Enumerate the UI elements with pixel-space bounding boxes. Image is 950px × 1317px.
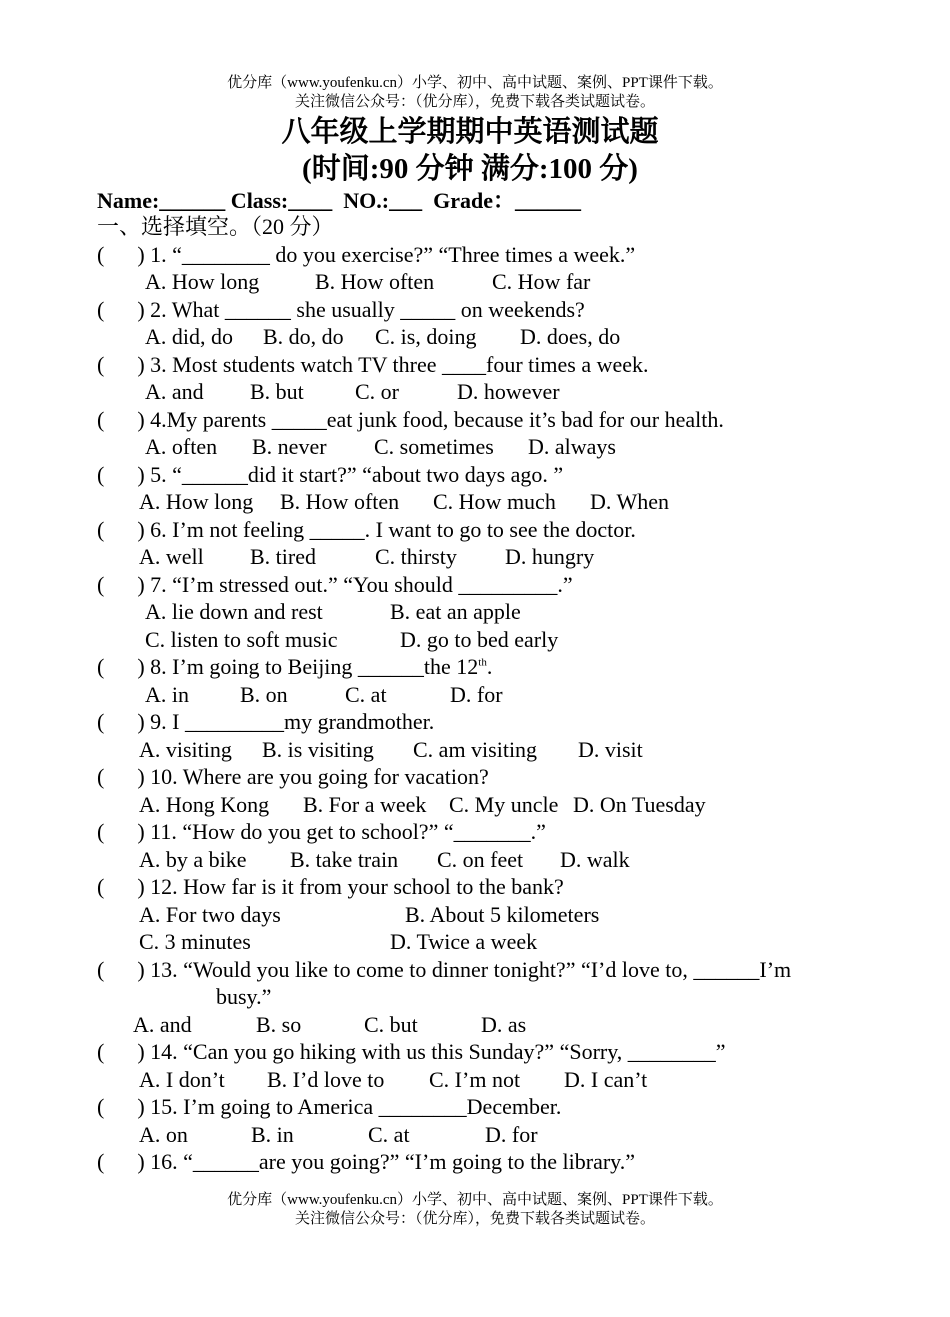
- footer-line-2: 关注微信公众号：（优分库），免费下载各类试题试卷。: [294, 1211, 655, 1227]
- option-d: D. hungry: [505, 544, 595, 569]
- option-c: C. My uncle: [449, 791, 559, 817]
- question-12-options: [97, 901, 867, 929]
- question-stem-continuation: busy.”: [216, 984, 272, 1009]
- question-16-stem: [97, 1148, 867, 1176]
- question-14-options: [97, 1066, 867, 1094]
- option-b: B. so: [256, 1011, 302, 1037]
- question-stem-text: ( ) 2. What ______ she usually _____ on weekends?: [97, 296, 585, 322]
- question-10-options: [97, 791, 867, 819]
- option-d: D. does, do: [520, 324, 621, 349]
- question-12-stem: [97, 873, 867, 901]
- option-a: A. and: [133, 1011, 192, 1037]
- page-header: [0, 74, 950, 112]
- option-a: A. on: [139, 1121, 188, 1147]
- option-a: A. by a bike: [139, 846, 247, 872]
- option-c: C. 3 minutes: [139, 929, 251, 954]
- question-3-options: [97, 378, 867, 406]
- option-d: D. always: [528, 434, 616, 459]
- option-d: D. go to bed early: [400, 626, 559, 652]
- question-stem-text: ( ) 1. “________ do you exercise?” “Three times a week.”: [97, 241, 636, 267]
- question-2-stem: [97, 296, 867, 324]
- question-stem-text: ( ) 16. “______are you going?” “I’m going to the library.”: [97, 1149, 636, 1174]
- question-1-stem: [97, 241, 867, 269]
- option-b: B. About 5 kilometers: [405, 901, 600, 927]
- option-a: A. Hong Kong: [139, 791, 270, 817]
- question-stem-text: ( ) 11. “How do you get to school?” “_______.”: [97, 819, 546, 844]
- question-stem-text: ( ) 13. “Would you like to come to dinner tonight?” “I’d love to, ______I’m: [97, 956, 792, 982]
- question-8-options: [97, 681, 867, 709]
- header-line-1: 优分库（www.youfenku.cn）小学、初中、高中试题、案例、PPT课件下载。: [227, 75, 723, 91]
- option-c: C. at: [368, 1121, 410, 1147]
- option-b: B. on: [240, 681, 288, 707]
- question-14-stem: [97, 1038, 867, 1066]
- option-b: B. but: [250, 379, 304, 404]
- question-stem-text: ( ) 6. I’m not feeling _____. I want to go to see the doctor.: [97, 516, 636, 542]
- question-15-stem: [97, 1093, 867, 1121]
- option-d: D. When: [590, 489, 670, 514]
- question-12-options: [97, 928, 867, 956]
- question-list: [97, 213, 867, 1176]
- question-stem-text: ( ) 4.My parents _____eat junk food, because it’s bad for our health.: [97, 406, 724, 432]
- exam-subtitle: (时间:90 分钟 满分:100 分): [302, 153, 638, 185]
- option-c: C. is, doing: [375, 324, 477, 349]
- question-5-stem: [97, 461, 867, 489]
- question-8-stem: [97, 653, 867, 681]
- option-a: A. well: [139, 544, 204, 569]
- option-b: B. eat an apple: [390, 599, 521, 624]
- header-line-2: 关注微信公众号：（优分库），免费下载各类试题试卷。: [294, 94, 655, 110]
- question-stem-text: ( ) 3. Most students watch TV three ____four times a week.: [97, 351, 649, 377]
- option-a: A. lie down and rest: [145, 599, 323, 624]
- option-c: C. thirsty: [375, 544, 457, 569]
- question-stem-text: ( ) 8. I’m going to Beijing ______the 12th.: [97, 654, 493, 679]
- question-7-options: [97, 598, 867, 626]
- option-d: D. as: [481, 1011, 527, 1037]
- option-b: B. is visiting: [262, 736, 374, 762]
- option-b: B. never: [252, 434, 327, 459]
- option-c: C. sometimes: [374, 434, 494, 459]
- question-stem-text: ( ) 5. “______did it start?” “about two days ago. ”: [97, 461, 564, 487]
- option-d: D. visit: [578, 736, 643, 762]
- option-a: A. often: [145, 434, 218, 459]
- option-b: B. tired: [250, 544, 316, 569]
- question-6-stem: [97, 516, 867, 544]
- option-b: B. in: [251, 1121, 294, 1147]
- question-11-stem: [97, 818, 867, 846]
- question-9-stem: [97, 708, 867, 736]
- exam-title: 八年级上学期期中英语测试题: [281, 116, 659, 148]
- option-a: A. did, do: [145, 324, 233, 349]
- option-b: B. How often: [280, 489, 400, 514]
- option-c: C. listen to soft music: [145, 626, 338, 652]
- page-footer: [0, 1191, 950, 1229]
- option-b: B. For a week: [303, 791, 427, 817]
- option-b: B. I’d love to: [267, 1066, 385, 1092]
- question-13-stem-cont: [97, 983, 867, 1011]
- question-4-options: [97, 433, 867, 461]
- section-title-text: 一、选择填空。（20 分）: [97, 214, 334, 239]
- option-a: A. in: [145, 681, 189, 707]
- question-stem-text: ( ) 14. “Can you go hiking with us this Sunday?” “Sorry, ________”: [97, 1039, 726, 1064]
- option-d: D. Twice a week: [390, 929, 538, 954]
- option-d: D. for: [485, 1121, 538, 1147]
- option-c: C. or: [355, 379, 399, 404]
- question-5-options: [97, 488, 867, 516]
- question-stem-text: ( ) 10. Where are you going for vacation?: [97, 764, 489, 789]
- option-d: D. walk: [560, 846, 630, 872]
- stem-end: .: [486, 654, 493, 679]
- option-d: D. however: [457, 379, 560, 404]
- question-stem-text: ( ) 15. I’m going to America ________December.: [97, 1094, 562, 1119]
- question-1-options: [97, 268, 867, 296]
- option-c: C. at: [345, 681, 387, 707]
- option-d: D. I can’t: [564, 1066, 648, 1092]
- option-c: C. am visiting: [413, 736, 538, 762]
- option-a: A. For two days: [139, 901, 281, 927]
- option-b: B. take train: [290, 846, 399, 872]
- option-c: C. I’m not: [429, 1066, 521, 1092]
- question-9-options: [97, 736, 867, 764]
- option-a: A. and: [145, 379, 204, 404]
- question-2-options: [97, 323, 867, 351]
- question-15-options: [97, 1121, 867, 1149]
- question-6-options: [97, 543, 867, 571]
- option-a: A. I don’t: [139, 1066, 225, 1092]
- option-c: C. but: [364, 1011, 418, 1037]
- question-3-stem: [97, 351, 867, 379]
- superscript: th: [478, 656, 487, 669]
- question-stem-text: ( ) 12. How far is it from your school to the bank?: [97, 874, 564, 899]
- student-info-line: Name:______ Class:____ NO.:___ Grade：______: [97, 188, 581, 213]
- question-11-options: [97, 846, 867, 874]
- section-title: [97, 213, 867, 241]
- question-stem-text: ( ) 9. I _________my grandmother.: [97, 709, 435, 734]
- footer-line-1: 优分库（www.youfenku.cn）小学、初中、高中试题、案例、PPT课件下载。: [227, 1192, 723, 1208]
- question-stem-text: ( ) 7. “I’m stressed out.” “You should _________.”: [97, 571, 573, 597]
- question-10-stem: [97, 763, 867, 791]
- option-a: A. visiting: [139, 736, 232, 762]
- question-7-stem: [97, 571, 867, 599]
- option-d: D. for: [450, 681, 503, 707]
- option-a: A. How long: [139, 489, 254, 514]
- question-7-options: [97, 626, 867, 654]
- option-a: A. How long: [145, 269, 260, 294]
- option-b: B. How often: [315, 269, 435, 294]
- question-13-options: [97, 1011, 867, 1039]
- question-13-stem: [97, 956, 867, 984]
- question-4-stem: [97, 406, 867, 434]
- option-b: B. do, do: [263, 324, 344, 349]
- option-c: C. How much: [433, 489, 556, 514]
- option-c: C. How far: [492, 269, 591, 294]
- option-c: C. on feet: [437, 846, 524, 872]
- option-d: D. On Tuesday: [573, 791, 706, 817]
